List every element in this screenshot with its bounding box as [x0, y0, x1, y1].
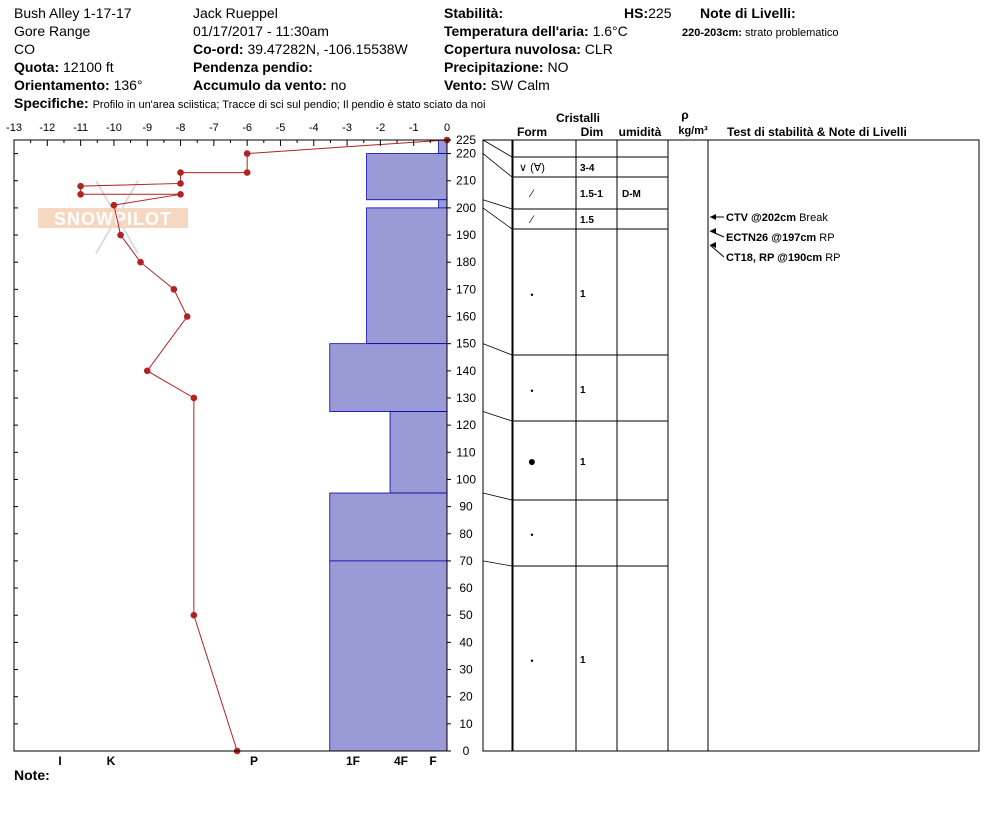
temperature-point: [177, 191, 184, 198]
test-code: CTV @202cm: [726, 212, 800, 224]
note-label: Note:: [14, 767, 50, 783]
depth-tick-label: 140: [455, 363, 477, 378]
depth-tick-label: 90: [459, 499, 473, 514]
precip-label: Precipitazione:: [444, 59, 544, 75]
depth-tick-label: 80: [459, 526, 473, 541]
temp-tick-label: -12: [39, 122, 56, 134]
depth-tick-label: 150: [455, 336, 477, 351]
temp-tick-label: -3: [342, 122, 352, 134]
depth-tick-label: 30: [459, 662, 473, 677]
stability-label: Stabilità:: [444, 5, 504, 21]
slope-label: Pendenza pendio:: [193, 59, 313, 75]
depth-tick-label: 110: [456, 445, 476, 460]
layer-connector: [483, 154, 512, 177]
temperature-point: [117, 232, 124, 239]
test-arrowhead: [710, 214, 716, 220]
layer-connector: [483, 412, 512, 421]
tests-header: Test di stabilità & Note di Livelli: [727, 125, 907, 139]
temp-tick-label: -6: [242, 122, 253, 134]
elevation-value: 12100 ft: [63, 59, 114, 75]
temperature-point: [244, 150, 251, 157]
test-code: CT18, RP @190cm: [726, 252, 826, 264]
snowpilot-watermark: [38, 181, 188, 254]
wind-load-label: Accumulo da vento:: [193, 77, 327, 93]
layer-table: [483, 108, 979, 751]
test-result: Break: [799, 212, 828, 224]
temperature-point: [77, 183, 84, 190]
layer-connector: [483, 561, 512, 566]
site-name: Bush Alley 1-17-17: [14, 5, 132, 21]
depth-tick-label: 225: [455, 133, 477, 147]
temperature-point: [244, 169, 251, 176]
hardness-layer-bar: [367, 208, 447, 344]
depth-tick-label: 100: [455, 472, 477, 487]
temp-tick-label: -5: [275, 122, 286, 134]
temperature-point: [137, 259, 144, 266]
temperature-point: [177, 169, 184, 176]
stability-test: [726, 232, 835, 244]
layer-size: 3-4: [580, 163, 595, 174]
test-result: RP: [819, 232, 835, 244]
temp-tick-label: -2: [375, 122, 386, 134]
crystals-header: Cristalli: [555, 111, 601, 125]
test-arrow: [710, 245, 724, 257]
depth-tick-label: 0: [462, 744, 470, 758]
depth-tick-label: 160: [455, 309, 477, 324]
layer-notes-label: Note di Livelli:: [700, 5, 796, 21]
state: CO: [14, 41, 35, 57]
layer-form: •: [530, 656, 534, 666]
temp-tick-label: -4: [308, 122, 319, 134]
temperature-point: [171, 286, 178, 293]
observation-datetime: 01/17/2017 - 11:30am: [193, 23, 329, 39]
depth-tick-label: 220: [455, 146, 477, 161]
hardness-label: F: [429, 754, 437, 768]
layer-size: 1.5: [580, 215, 594, 226]
stability-test: [726, 252, 840, 264]
layer-size: 1: [580, 385, 586, 396]
hardness-layer-bar: [390, 412, 447, 493]
stability-test: [726, 212, 828, 224]
depth-tick-label: 200: [455, 200, 477, 215]
layer-connector: [483, 200, 512, 209]
aspect-label: Orientamento:: [14, 77, 110, 93]
layer-size: 1: [580, 289, 586, 300]
depth-tick-label: 180: [455, 255, 477, 270]
hardness-label: 4F: [393, 754, 409, 768]
layer-form: ∨ (∀): [519, 162, 545, 174]
layer-size: 1.5-1: [580, 189, 603, 200]
layer-form: ⁄: [531, 214, 533, 226]
aspect-value: 136°: [113, 77, 143, 93]
depth-tick-label: 130: [455, 390, 477, 405]
temperature-point: [191, 395, 198, 402]
layer-note-text: strato problematico: [745, 27, 839, 39]
depth-tick-label: 40: [459, 635, 473, 650]
air-temp-value: 1.6°C: [592, 23, 628, 39]
hardness-layer-bar: [330, 493, 447, 561]
temp-tick-label: -8: [175, 122, 186, 134]
hardness-layer-bar: [330, 344, 447, 412]
hardness-label: I: [58, 754, 62, 768]
temperature-point: [191, 612, 198, 619]
specifics-text: Profilo in un'area sciistica; Tracce di sci sul pendio; Il pendio è stato sciato da noi: [92, 99, 486, 111]
layer-form: •: [530, 290, 534, 300]
watermark-text: SNOWPILOT: [54, 209, 172, 229]
temp-tick-label: -7: [208, 122, 219, 134]
temp-tick-label: -11: [73, 122, 89, 134]
depth-tick-label: 10: [459, 716, 473, 731]
layer-form: ●: [527, 453, 537, 469]
layer-form: ⁄: [531, 188, 533, 200]
depth-tick-label: 70: [459, 553, 473, 568]
layer-connector: [483, 493, 512, 500]
layer-note-range: 220-203cm:: [682, 27, 742, 39]
temperature-point: [111, 202, 118, 209]
air-temp-label: Temperatura dell'aria:: [444, 23, 589, 39]
test-code: ECTN26 @197cm: [726, 232, 820, 244]
wind-load-value: no: [330, 77, 347, 93]
form-header: Form: [517, 125, 547, 139]
layer-moisture: D-M: [622, 189, 641, 200]
temp-tick-label: -13: [6, 122, 22, 134]
depth-tick-label: 60: [459, 581, 473, 596]
depth-tick-label: 50: [459, 608, 473, 623]
hs-value: 225: [648, 5, 672, 21]
hardness-layer-bar: [367, 154, 447, 200]
layer-form: •: [530, 386, 534, 396]
depth-tick-label: 210: [455, 173, 477, 188]
hardness-label: P: [249, 754, 259, 768]
hs-label: HS:: [624, 5, 649, 21]
depth-tick-label: 190: [455, 228, 477, 243]
temp-tick-label: -1: [408, 122, 419, 134]
temp-tick-label: -10: [105, 122, 122, 134]
hardness-layer-bar: [439, 200, 447, 208]
layer-size: 1: [580, 457, 586, 468]
hardness-label: K: [106, 754, 116, 768]
temperature-point: [77, 191, 84, 198]
density-unit: kg/m³: [678, 125, 708, 137]
wind-label: Vento:: [444, 77, 487, 93]
hardness-label: 1F: [345, 754, 361, 768]
depth-tick-label: 20: [459, 689, 473, 704]
hardness-profile: [330, 140, 447, 751]
depth-tick-label: 170: [455, 282, 477, 297]
cloud-value: CLR: [584, 41, 613, 57]
layer-size: 1: [580, 655, 586, 666]
layer-connector: [483, 140, 512, 157]
coord-label: Co-ord:: [193, 41, 244, 57]
temperature-point: [144, 368, 151, 375]
mountain-range: Gore Range: [14, 23, 91, 39]
temp-tick-label: -9: [142, 122, 153, 134]
specifics-label: Specifiche:: [14, 95, 89, 111]
coord-value: 39.47282N, -106.15538W: [247, 41, 408, 57]
test-arrowhead: [710, 228, 716, 234]
temperature-point: [184, 313, 191, 320]
observer-name: Jack Rueppel: [193, 5, 278, 21]
size-header: Dim: [580, 125, 604, 139]
layer-form: •: [530, 530, 534, 540]
density-symbol: ρ: [681, 108, 689, 122]
elevation-label: Quota:: [14, 59, 60, 75]
hardness-layer-bar: [330, 561, 447, 751]
layer-connector: [483, 344, 512, 355]
layer-connector: [483, 208, 512, 229]
temp-tick-label: 0: [443, 122, 451, 134]
test-result: RP: [825, 252, 841, 264]
moisture-header: umidità: [618, 125, 662, 139]
wind-value: SW Calm: [490, 77, 550, 93]
cloud-label: Copertura nuvolosa:: [444, 41, 581, 57]
precip-value: NO: [547, 59, 569, 75]
temperature-point: [177, 180, 184, 187]
depth-tick-label: 120: [455, 418, 477, 433]
